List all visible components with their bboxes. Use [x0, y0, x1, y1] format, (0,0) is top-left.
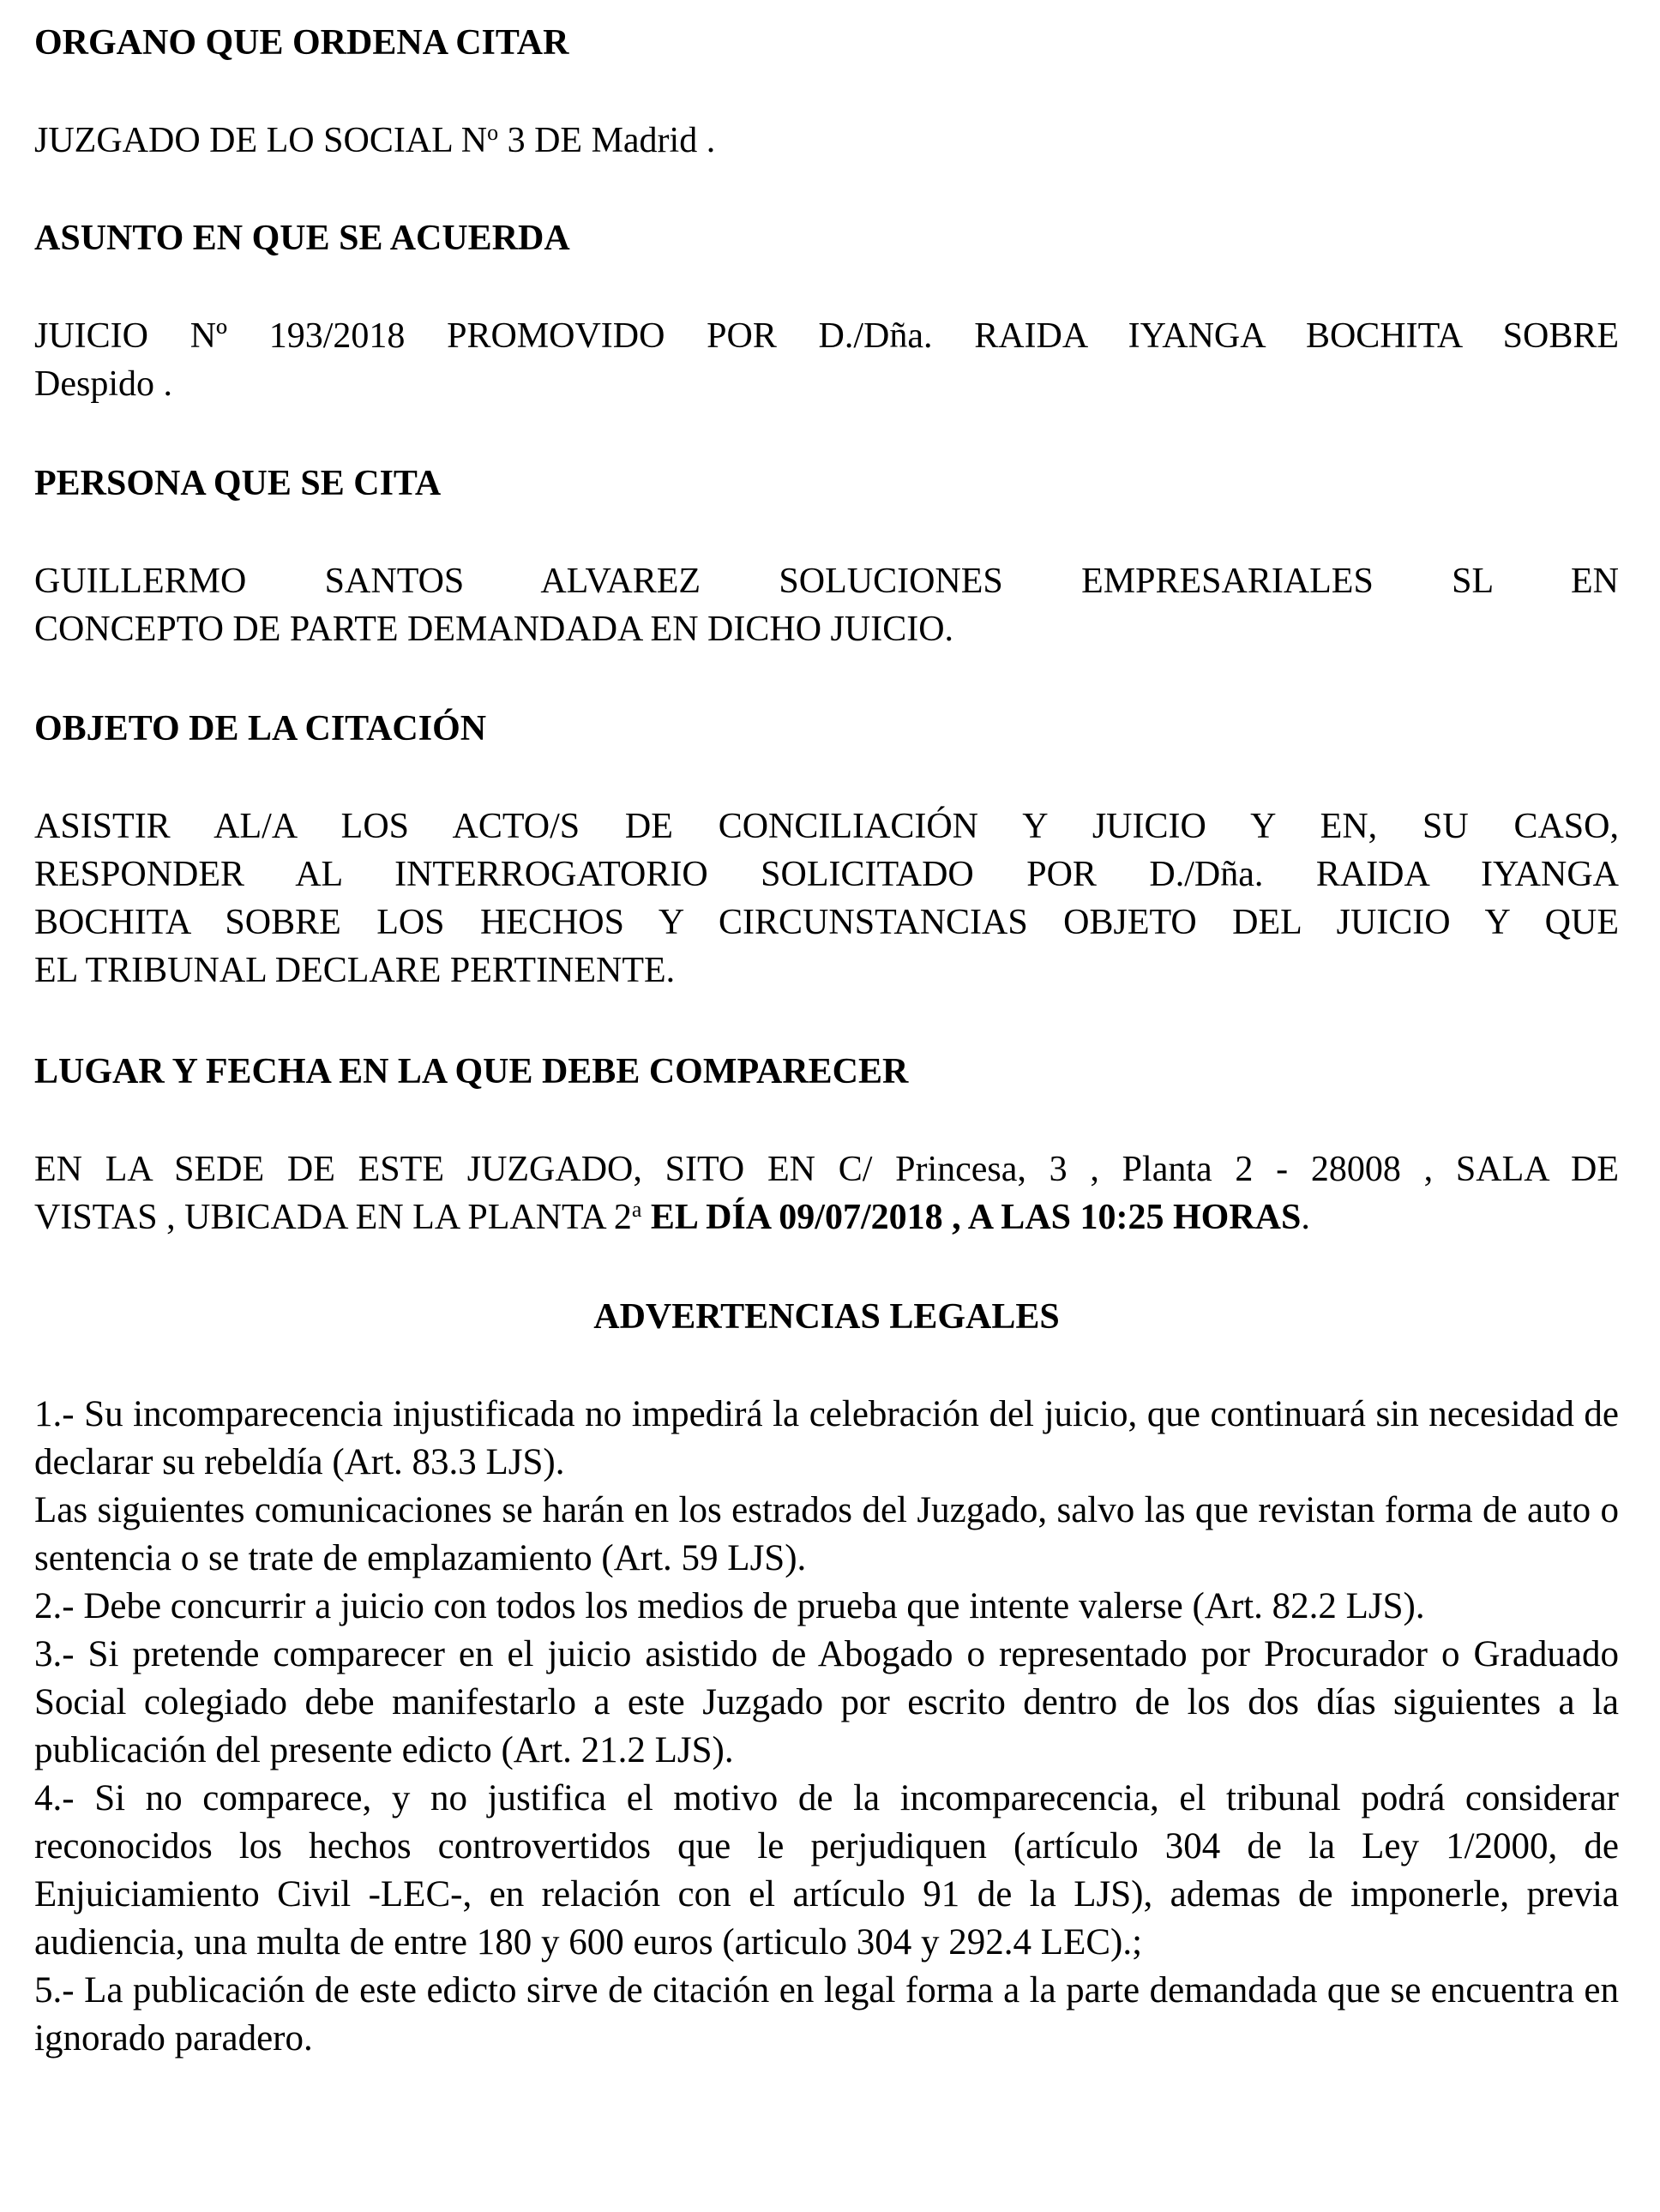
objeto-line-1: ASISTIR AL/A LOS ACTO/S DE CONCILIACIÓN Y JUICIO Y EN, SU CASO, [34, 807, 1619, 846]
organo-text-pre: JUZGADO DE LO SOCIAL N [34, 121, 488, 160]
heading-objeto: OBJETO DE LA CITACIÓN [34, 709, 487, 748]
text-asunto [34, 312, 1619, 408]
asunto-line-1: JUICIO Nº 193/2018 PROMOVIDO POR D./Dña. RAIDA IYANGA BOCHITA SOBRE [34, 316, 1619, 356]
heading-advertencias: ADVERTENCIAS LEGALES [593, 1297, 1060, 1337]
objeto-line-2: RESPONDER AL INTERROGATORIO SOLICITADO POR D./Dña. RAIDA IYANGA [34, 855, 1619, 894]
advertencia-1: 1.- Su incomparecencia injustificada no impedirá la celebración del juicio, que continuará sin necesidad de declarar su rebeldía (Art. 83.3 LJS). [34, 1394, 1619, 1482]
advertencias-list [34, 1391, 1619, 2063]
text-persona [34, 557, 1619, 653]
heading-lugar: LUGAR Y FECHA EN LA QUE DEBE COMPARECER [34, 1052, 909, 1091]
advertencia-5: 5.- La publicación de este edicto sirve de citación en legal forma a la parte demandada que se encuentra en ignorado paradero. [34, 1970, 1619, 2059]
objeto-line-4: EL TRIBUNAL DECLARE PERTINENTE. [34, 951, 676, 990]
heading-organo: ORGANO QUE ORDENA CITAR [34, 23, 569, 63]
objeto-line-3: BOCHITA SOBRE LOS HECHOS Y CIRCUNSTANCIAS OBJETO DEL JUICIO Y QUE [34, 903, 1619, 942]
lugar-line-1: EN LA SEDE DE ESTE JUZGADO, SITO EN C/ Princesa, 3 , Planta 2 - 28008 , SALA DE [34, 1150, 1619, 1189]
text-organo [34, 117, 1619, 165]
persona-line-2: CONCEPTO DE PARTE DEMANDADA EN DICHO JUICIO. [34, 610, 954, 649]
advertencia-4: 4.- Si no comparece, y no justifica el motivo de la incomparecencia, el tribunal podrá considerar reconocidos los hechos controvertidos que le perjudiquen (artículo 304 de la Ley 1/2000, de Enjuiciamiento Civil -LEC-, en relación con el artículo 91 de la LJS), ademas de imponerle, previa audiencia, una multa de entre 180 y 600 euros (articulo 304 y 292.4 LEC).; [34, 1778, 1619, 1963]
heading-asunto: ASUNTO EN QUE SE ACUERDA [34, 219, 570, 258]
organo-line [34, 117, 1619, 165]
organo-text-sup: o [487, 120, 499, 145]
organo-text-post: 3 DE Madrid . [498, 121, 716, 160]
lugar-line-2-pre: VISTAS , UBICADA EN LA PLANTA 2 [34, 1198, 632, 1237]
text-lugar [34, 1145, 1619, 1241]
advertencia-2: 2.- Debe concurrir a juicio con todos los medios de prueba que intente valerse (Art. 82.2 LJS). [34, 1586, 1425, 1626]
asunto-line-2: Despido . [34, 364, 172, 404]
lugar-line-2-end: . [1301, 1198, 1310, 1237]
advertencia-3: 3.- Si pretende comparecer en el juicio asistido de Abogado o representado por Procurador o Graduado Social colegiado debe manifestarlo a este Juzgado por escrito dentro de los dos días siguientes a la publicación del presente edicto (Art. 21.2 LJS). [34, 1634, 1619, 1770]
heading-persona: PERSONA QUE SE CITA [34, 464, 442, 503]
persona-line-1: GUILLERMO SANTOS ALVAREZ SOLUCIONES EMPRESARIALES SL EN [34, 562, 1619, 601]
text-objeto [34, 802, 1619, 995]
lugar-line-2 [34, 1193, 1619, 1241]
advertencia-1b: Las siguientes comunicaciones se harán en los estrados del Juzgado, salvo las que revistan forma de auto o sentencia o se trate de emplazamiento (Art. 59 LJS). [34, 1490, 1619, 1578]
lugar-date-time: EL DÍA 09/07/2018 , A LAS 10:25 HORAS [650, 1198, 1302, 1237]
lugar-line-2-sup: a [631, 1197, 642, 1222]
